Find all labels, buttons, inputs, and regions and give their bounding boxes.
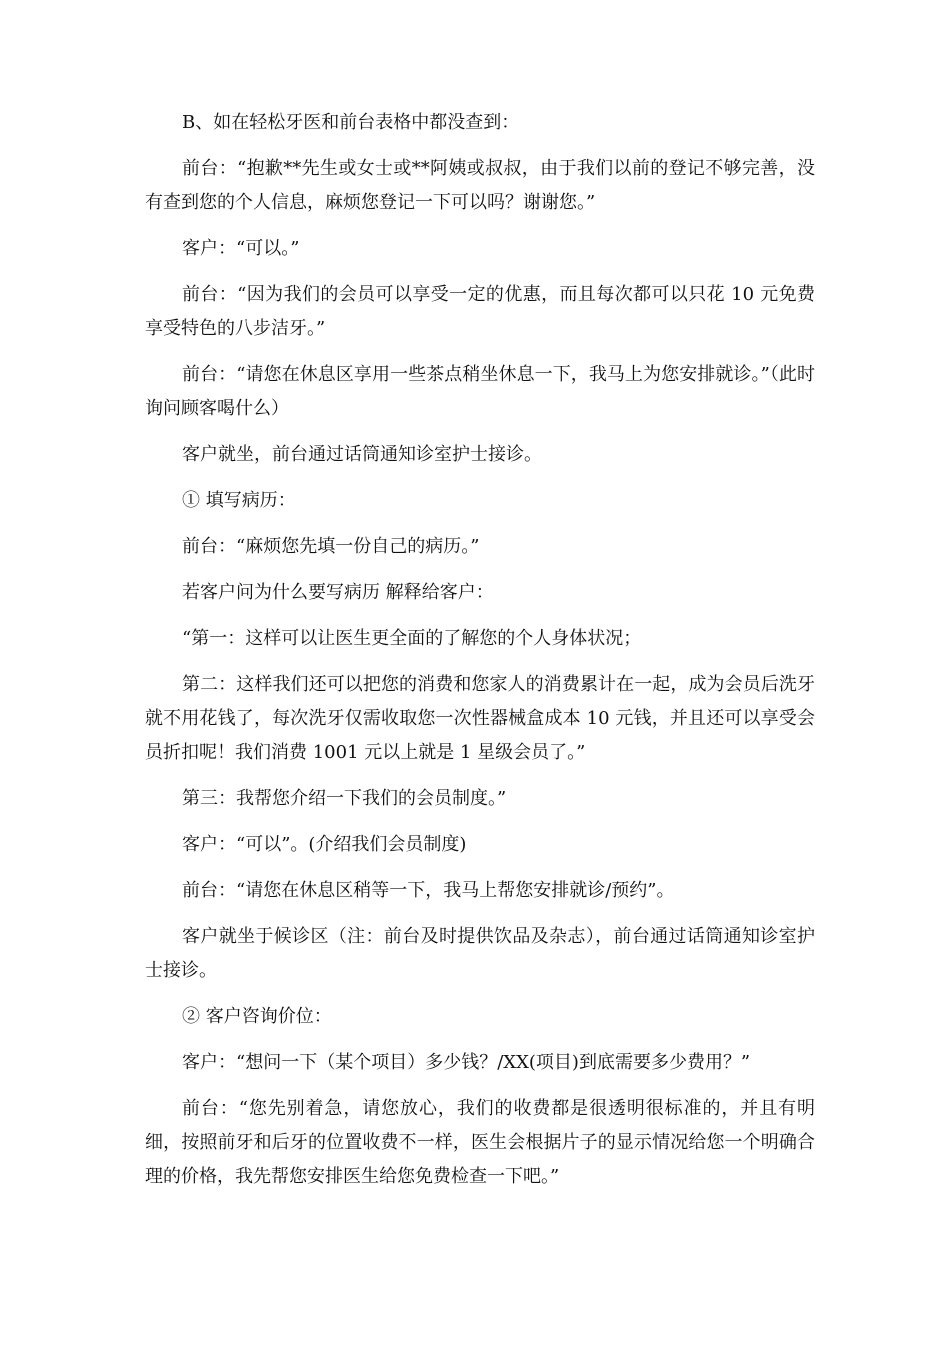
paragraph-fill-record-request: 前台：“麻烦您先填一份自己的病历。”	[182, 536, 480, 557]
paragraph-why-record: 若客户问为什么要写病历 解释给客户：	[182, 582, 494, 603]
paragraph-reason-second: 第二：这样我们还可以把您的消费和您家人的消费累计在一起，成为会员后洗牙就不用花钱了，每次洗牙仅需收取您一次性器械盒成本 10 元钱，并且还可以享受会员折扣呢！我们消费 1001 元以上就是 1 星级会员了。”	[145, 674, 815, 763]
paragraph-client-agree: 客户：“可以”。(介绍我们会员制度)	[182, 834, 467, 855]
paragraph-waiting-area: 客户就坐于候诊区（注：前台及时提供饮品及杂志），前台通过话筒通知诊室护士接诊。	[145, 926, 815, 981]
paragraph-client-seated: 客户就坐，前台通过话筒通知诊室护士接诊。	[182, 444, 542, 465]
paragraph-member-benefit: 前台：“因为我们的会员可以享受一定的优惠，而且每次都可以只花 10 元免费享受特色的八步洁牙。”	[145, 284, 815, 339]
paragraph-b-not-found: B、如在轻松牙医和前台表格中都没查到：	[182, 112, 520, 133]
paragraph-wait-rest-area: 前台：“请您在休息区稍等一下，我马上帮您安排就诊/预约”。	[182, 880, 675, 901]
paragraph-reception-apology: 前台：“抱歉**先生或女士或**阿姨或叔叔，由于我们以前的登记不够完善，没有查到您的个人信息，麻烦您登记一下可以吗？谢谢您。”	[145, 158, 815, 213]
document-body	[145, 106, 815, 1206]
paragraph-client-ok: 客户：“可以。”	[182, 238, 300, 259]
paragraph-client-price-question: 客户：“想问一下（某个项目）多少钱？/XX(项目)到底需要多少费用？”	[182, 1052, 751, 1073]
paragraph-reason-first: “第一：这样可以让医生更全面的了解您的个人身体状况；	[182, 628, 642, 649]
paragraph-reception-price-answer: 前台：“您先别着急，请您放心，我们的收费都是很透明很标准的，并且有明细，按照前牙和后牙的位置收费不一样，医生会根据片子的显示情况给您一个明确合理的价格，我先帮您安排医生给您免费检查一下吧。”	[145, 1098, 815, 1187]
paragraph-rest-area: 前台：“请您在休息区享用一些茶点稍坐休息一下，我马上为您安排就诊。”（此时询问顾客喝什么）	[145, 364, 815, 419]
paragraph-reason-third: 第三：我帮您介绍一下我们的会员制度。”	[182, 788, 507, 809]
paragraph-fill-record-heading: ① 填写病历：	[182, 490, 296, 511]
paragraph-price-heading: ② 客户咨询价位：	[182, 1006, 332, 1027]
